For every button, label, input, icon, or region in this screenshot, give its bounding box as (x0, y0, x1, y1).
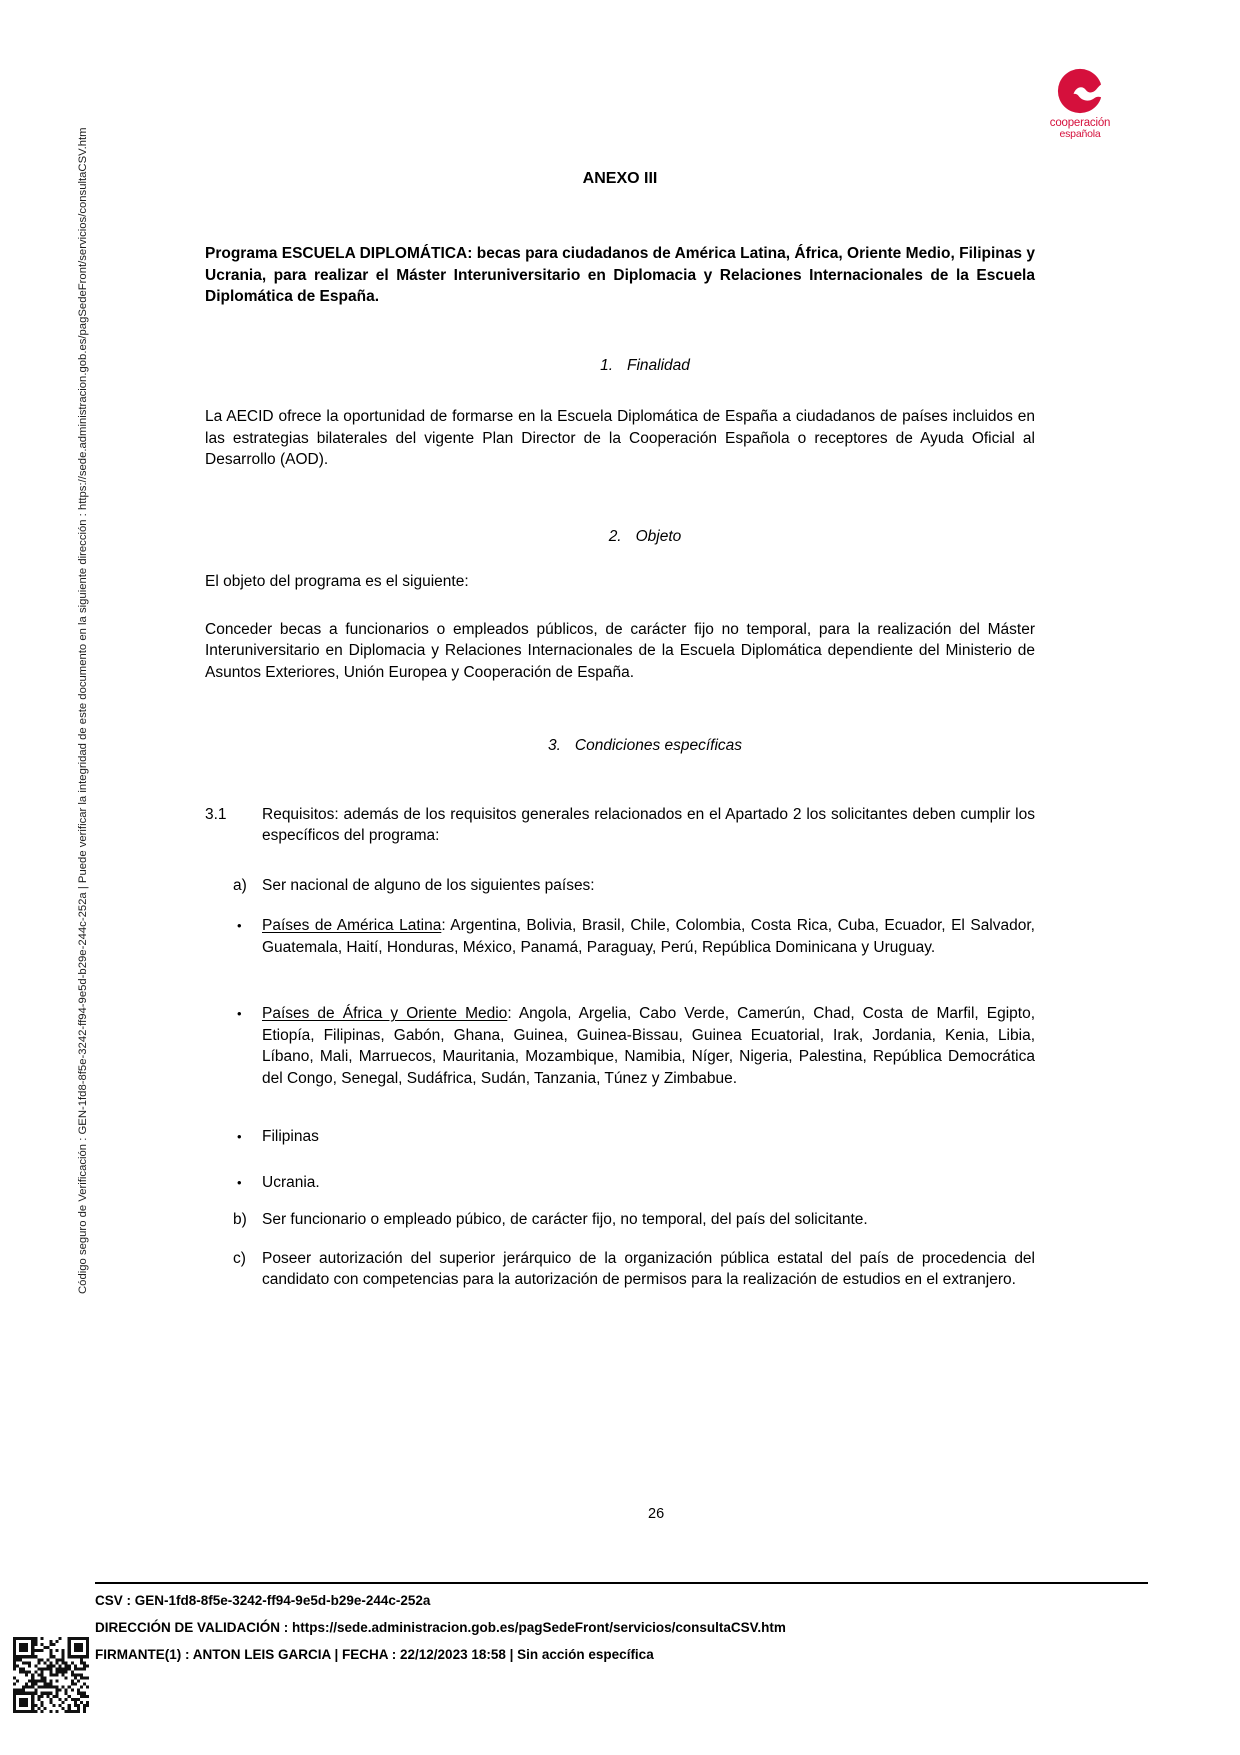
bullet-rest: : Angola, Argelia, Cabo Verde, Camerún, Chad, Costa de Marfil, Egipto, Etiopía, Filipinas, Gabón, Ghana, Guinea, Guinea-Bissau, Guinea Ecuatorial, Irak, Jordania, Kenia, Libia, Líbano, Mali, Marruecos, Mauritania, Mozambique, Namibia, Níger, Nigeria, Palestina, República Democrática del Congo, Senegal, Sudáfrica, Sudán, Tanzania, Túnez y Zimbabue. (262, 1005, 1036, 1087)
bullet-america-latina (237, 915, 1035, 958)
list-item-c (233, 1248, 1035, 1291)
list-item-b (233, 1209, 1035, 1231)
bullet-rest: : Argentina, Bolivia, Brasil, Chile, Colombia, Costa Rica, Cuba, Ecuador, El Salvador, Guatemala, Haití, Honduras, México, Panamá, Paraguay, Perú, República Dominicana y Uruguay. (262, 917, 1035, 956)
bullet-text (262, 915, 1035, 958)
section-heading-objeto (230, 526, 1060, 548)
section-number: 2. (608, 527, 622, 545)
objeto-lead-paragraph: El objeto del programa es el siguiente: (205, 573, 469, 590)
bullet-lead-underlined: Países de América Latina (262, 917, 442, 934)
bullet-text (262, 1003, 1035, 1089)
bullet-marker: • (237, 1174, 242, 1190)
footer-csv: CSV : GEN-1fd8-8f5e-3242-ff94-9e5d-b29e-244c-252a (95, 1593, 431, 1608)
bullet-filipinas (237, 1126, 1035, 1148)
section-number: 1. (600, 356, 614, 374)
bullet-lead-underlined: Países de África y Oriente Medio (262, 1005, 508, 1022)
list-item-label: b) (233, 1211, 247, 1228)
objeto-paragraph: Conceder becas a funcionarios o empleados públicos, de carácter fijo no temporal, para la realización del Máster Interuniversitario en Diplomacia y Relaciones Internacionales de la Escuela Diplomática dependiente del Ministerio de Asuntos Exteriores, Unión Europea y Cooperación de España. (205, 620, 1035, 681)
list-item-label: a) (233, 876, 247, 894)
csv-verification-sidebar-text: Código seguro de Verificación : GEN-1fd8-8f5e-3242-ff94-9e5d-b29e-244c-252a | Puede verificar la integridad de este documento en la siguiente dirección : https://sede.administracion.gob.es/pagSedeFront/servicios/consultaCSV.htm (77, 127, 89, 1294)
bullet-marker: • (237, 1006, 242, 1021)
section-number: 3. (547, 737, 561, 754)
bullet-marker: • (237, 918, 242, 933)
footer-signer: FIRMANTE(1) : ANTON LEIS GARCIA | FECHA : 22/12/2023 18:58 | Sin acción específica (95, 1647, 654, 1662)
section-heading-condiciones (230, 735, 1060, 757)
document-title: ANEXO III (582, 170, 658, 187)
document-content (205, 170, 1035, 1291)
logo-wordmark-line2: española (1059, 128, 1101, 140)
signature-footer (95, 1582, 1148, 1674)
list-item-text: Ser funcionario o empleado púbico, de carácter fijo, no temporal, del país del solicitante. (262, 1211, 868, 1228)
bullet-text: Ucrania. (262, 1173, 320, 1191)
list-item-a (233, 875, 1035, 897)
bullet-ucrania (237, 1172, 1035, 1194)
bullet-text: Filipinas (262, 1128, 319, 1145)
section-heading-finalidad (230, 355, 1060, 377)
finalidad-paragraph: La AECID ofrece la oportunidad de formarse en la Escuela Diplomática de España a ciudadanos de países incluidos en las estrategias bilaterales del vigente Plan Director de la Cooperación Española o receptores de Ayuda Oficial al Desarrollo (AOD). (205, 408, 1035, 468)
clause-text: Requisitos: además de los requisitos generales relacionados en el Apartado 2 los solicitantes deben cumplir los específicos del programa: (262, 805, 1035, 844)
qr-code (13, 1637, 89, 1713)
list-item-label: c) (233, 1249, 246, 1267)
logo-wordmark-line1: cooperación (1049, 117, 1111, 129)
list-item-text: Poseer autorización del superior jerárquico de la organización pública estatal del país de procedencia del candidato con competencias para la autorización de permisos para la realización de estudios en el extranjero. (262, 1249, 1035, 1288)
bullet-marker: • (237, 1129, 242, 1144)
clause-number: 3.1 (205, 805, 227, 823)
program-intro-paragraph: Programa ESCUELA DIPLOMÁTICA: becas para ciudadanos de América Latina, África, Oriente Medio, Filipinas y Ucrania, para realizar el Máster Interuniversitario en Diplomacia y Relaciones Internacionales de la Escuela Diplomática de España. (205, 245, 1035, 305)
list-item-text: Ser nacional de alguno de los siguientes países: (262, 876, 595, 894)
cooperacion-espanola-icon (1046, 68, 1114, 114)
cooperacion-espanola-logo (1046, 68, 1114, 140)
bullet-africa-oriente-medio (237, 1003, 1035, 1089)
footer-validation-url: DIRECCIÓN DE VALIDACIÓN : https://sede.administracion.gob.es/pagSedeFront/servicios/consultaCSV.htm (95, 1620, 786, 1635)
section-label: Objeto (635, 527, 682, 545)
page-number: 26 (648, 1506, 665, 1522)
section-label: Finalidad (627, 356, 690, 374)
section-label: Condiciones específicas (574, 737, 743, 754)
clause-3-1 (205, 804, 1035, 847)
